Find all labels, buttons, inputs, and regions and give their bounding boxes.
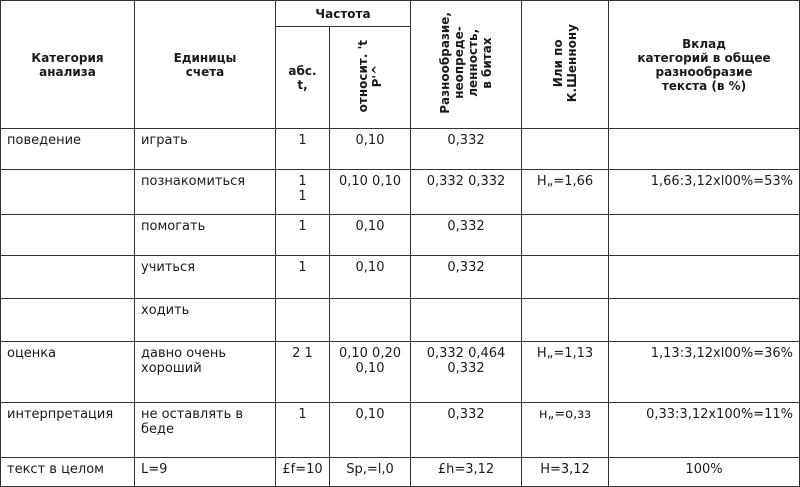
table-row bbox=[1, 170, 800, 215]
header-shannon-text: Или по К.Шеннону bbox=[551, 23, 580, 103]
cell-div: 0,332 0,464 0,332 bbox=[411, 342, 522, 403]
cell-abs: 1 bbox=[276, 256, 330, 299]
cell-unit: помогать bbox=[135, 215, 276, 256]
cell-unit: учиться bbox=[135, 256, 276, 299]
cell-category: интерпретация bbox=[1, 403, 135, 458]
cell-rel: Sp,=l,0 bbox=[330, 458, 411, 487]
header-diversity bbox=[411, 1, 522, 129]
cell-abs: £f=10 bbox=[276, 458, 330, 487]
cell-abs: 1 bbox=[276, 129, 330, 170]
cell-shannon bbox=[522, 299, 609, 342]
cell-category: оценка bbox=[1, 342, 135, 403]
cell-contrib bbox=[609, 299, 800, 342]
cell-div: 0,332 bbox=[411, 215, 522, 256]
cell-category bbox=[1, 299, 135, 342]
table-row bbox=[1, 403, 800, 458]
header-category: Категория анализа bbox=[1, 1, 135, 129]
cell-unit: ходить bbox=[135, 299, 276, 342]
header-abs: абс. t, bbox=[276, 27, 330, 129]
table-row bbox=[1, 129, 800, 170]
cell-unit: L=9 bbox=[135, 458, 276, 487]
table-row bbox=[1, 215, 800, 256]
cell-category bbox=[1, 256, 135, 299]
cell-contrib bbox=[609, 129, 800, 170]
cell-shannon bbox=[522, 215, 609, 256]
cell-shannon: н„=о,зз bbox=[522, 403, 609, 458]
cell-unit: познакомиться bbox=[135, 170, 276, 215]
table-row-total bbox=[1, 458, 800, 487]
cell-div: 0,332 bbox=[411, 129, 522, 170]
cell-div bbox=[411, 299, 522, 342]
cell-category bbox=[1, 215, 135, 256]
cell-shannon: Н„=1,66 bbox=[522, 170, 609, 215]
cell-rel: 0,10 bbox=[330, 403, 411, 458]
cell-contrib: 1,13:3,12xl00%=36% bbox=[609, 342, 800, 403]
cell-rel: 0,10 0,10 bbox=[330, 170, 411, 215]
cell-unit: не оставлять в беде bbox=[135, 403, 276, 458]
cell-abs bbox=[276, 299, 330, 342]
cell-shannon bbox=[522, 256, 609, 299]
cell-rel: 0,10 bbox=[330, 129, 411, 170]
cell-rel: 0,10 bbox=[330, 215, 411, 256]
cell-div: 0,332 bbox=[411, 256, 522, 299]
table-row bbox=[1, 256, 800, 299]
header-rel bbox=[330, 27, 411, 129]
header-contribution: Вклад категорий в общее разнообразие текста (в %) bbox=[609, 1, 800, 129]
cell-contrib: 0,33:3,12x100%=11% bbox=[609, 403, 800, 458]
cell-div: 0,332 0,332 bbox=[411, 170, 522, 215]
cell-category bbox=[1, 170, 135, 215]
table-row bbox=[1, 299, 800, 342]
cell-abs: 1 bbox=[276, 403, 330, 458]
cell-shannon: Н=3,12 bbox=[522, 458, 609, 487]
header-frequency: Частота bbox=[276, 1, 411, 27]
cell-contrib bbox=[609, 215, 800, 256]
cell-category: поведение bbox=[1, 129, 135, 170]
cell-contrib: 1,66:3,12xl00%=53% bbox=[609, 170, 800, 215]
cell-shannon: Н„=1,13 bbox=[522, 342, 609, 403]
cell-abs: 1 bbox=[276, 215, 330, 256]
cell-rel bbox=[330, 299, 411, 342]
cell-rel: 0,10 bbox=[330, 256, 411, 299]
cell-unit: играть bbox=[135, 129, 276, 170]
cell-abs: 2 1 bbox=[276, 342, 330, 403]
header-rel-text: относит. 't P'^ bbox=[356, 39, 384, 113]
cell-rel: 0,10 0,20 0,10 bbox=[330, 342, 411, 403]
header-diversity-text: Разнообразие, неопреде- ленность, в битах bbox=[438, 12, 495, 114]
table-row bbox=[1, 342, 800, 403]
header-shannon bbox=[522, 1, 609, 129]
cell-unit: давно очень хороший bbox=[135, 342, 276, 403]
cell-div: 0,332 bbox=[411, 403, 522, 458]
header-units: Единицы счета bbox=[135, 1, 276, 129]
cell-div: £h=3,12 bbox=[411, 458, 522, 487]
cell-category: текст в целом bbox=[1, 458, 135, 487]
cell-contrib: 100% bbox=[609, 458, 800, 487]
cell-abs: 1 1 bbox=[276, 170, 330, 215]
cell-shannon bbox=[522, 129, 609, 170]
cell-contrib bbox=[609, 256, 800, 299]
